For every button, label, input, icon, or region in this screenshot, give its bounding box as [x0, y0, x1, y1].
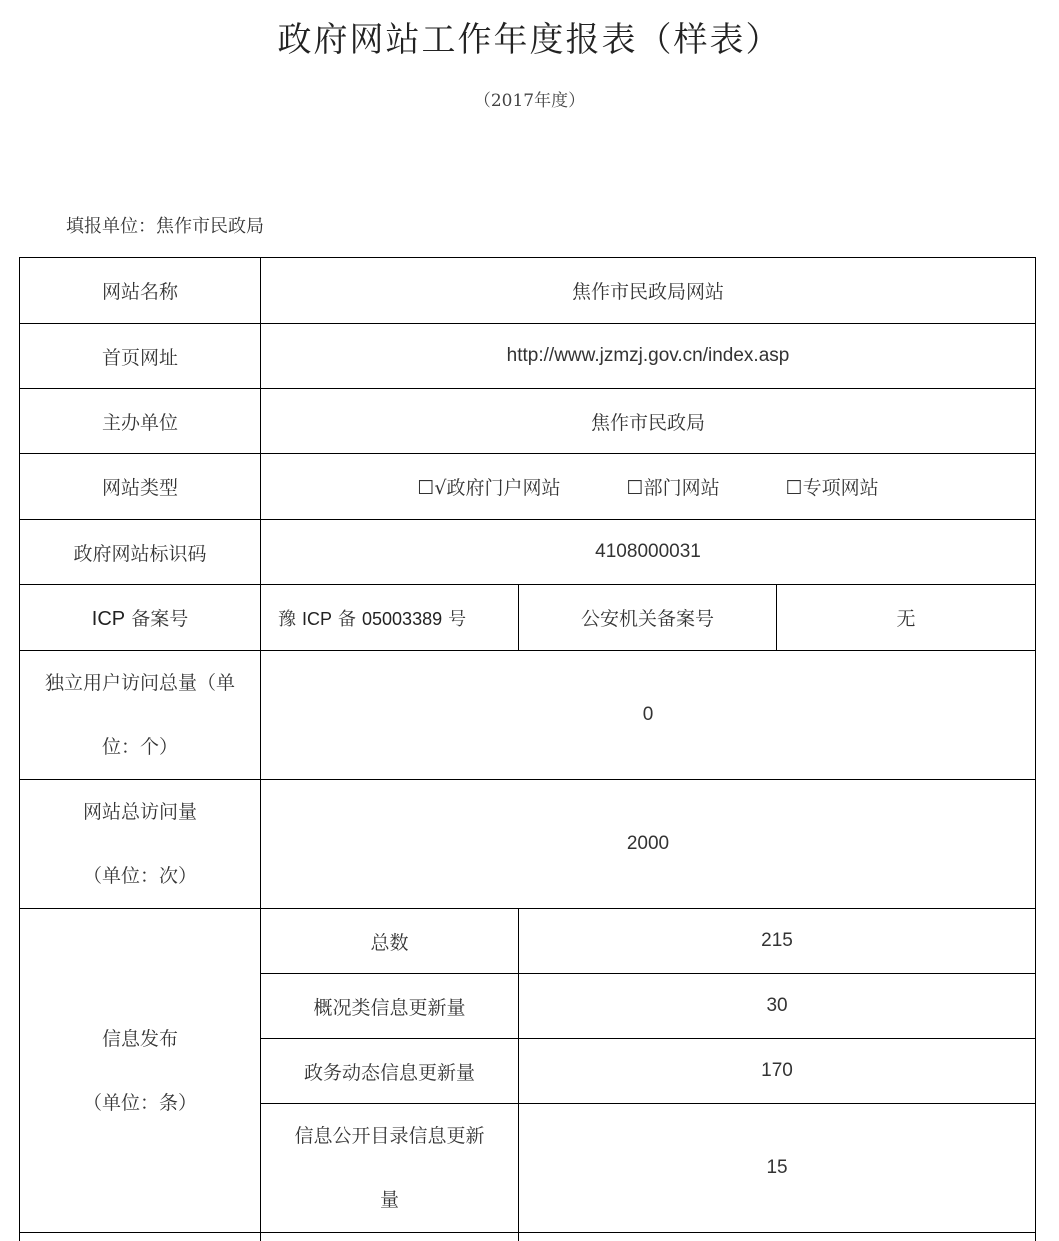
label-line: 信息发布 — [101, 1027, 178, 1050]
next-row-cell — [519, 1233, 1036, 1241]
site-code-value: 4108000031 — [261, 520, 1036, 585]
row-homepage — [20, 324, 1036, 389]
site-type-option-portal[interactable] — [417, 473, 560, 500]
police-record-label: 公安机关备案号 — [519, 585, 777, 651]
row-site-type — [20, 454, 1036, 520]
site-type-option-special[interactable] — [786, 473, 879, 500]
site-code-label: 政府网站标识码 — [20, 520, 261, 585]
icp-value — [261, 585, 519, 651]
report-table — [19, 257, 1036, 1241]
sponsor-value: 焦作市民政局 — [261, 389, 1036, 454]
page-title: 政府网站工作年度报表（样表） — [277, 20, 782, 60]
info-total-value: 215 — [519, 909, 1036, 974]
unique-visitors-label — [20, 651, 261, 780]
info-catalog-value: 15 — [519, 1104, 1036, 1233]
next-row-cell — [20, 1233, 261, 1241]
site-name-label: 网站名称 — [20, 258, 261, 324]
row-icp — [20, 585, 1036, 651]
checkbox-icon: ☐ — [785, 477, 803, 499]
homepage-url: http://www.jzmzj.gov.cn/index.asp — [261, 324, 1036, 389]
report-year: （2017年度） — [473, 91, 586, 111]
row-next-partial — [20, 1233, 1036, 1241]
icp-label-suffix: 备案号 — [131, 608, 189, 630]
row-sponsor — [20, 389, 1036, 454]
checkbox-icon: ☐ — [626, 477, 644, 499]
icp-label-prefix: ICP — [91, 608, 126, 630]
site-name-value: 焦作市民政局网站 — [261, 258, 1036, 324]
reporting-unit: 填报单位：焦作市民政局 — [66, 216, 264, 237]
sponsor-label: 主办单位 — [20, 389, 261, 454]
icp-part: 备 — [338, 608, 357, 630]
icp-label — [20, 585, 261, 651]
row-site-name — [20, 258, 1036, 324]
info-news-value: 170 — [519, 1039, 1036, 1104]
option-label: 专项网站 — [802, 477, 879, 499]
label-line: 位：个） — [101, 736, 178, 758]
icp-part: 号 — [448, 608, 467, 630]
label-line: 量 — [379, 1189, 399, 1211]
next-row-cell — [261, 1233, 519, 1241]
total-visits-label — [20, 780, 261, 909]
unique-visitors-value: 0 — [261, 651, 1036, 780]
info-news-label: 政务动态信息更新量 — [261, 1039, 519, 1104]
info-overview-value: 30 — [519, 974, 1036, 1039]
info-total-label: 总数 — [261, 909, 519, 974]
label-line: （单位：条） — [82, 1091, 197, 1114]
checkbox-icon: ☐ — [417, 477, 435, 499]
label-line: 网站总访问量 — [82, 801, 197, 823]
icp-part: 豫 — [278, 608, 296, 630]
site-type-options — [261, 454, 1036, 520]
option-label: √政府门户网站 — [434, 477, 561, 499]
icp-part: ICP — [302, 608, 333, 629]
police-record-value: 无 — [777, 585, 1036, 651]
homepage-label: 首页网址 — [20, 324, 261, 389]
icp-part: 05003389 — [362, 608, 443, 629]
site-type-label: 网站类型 — [20, 454, 261, 520]
option-label: 部门网站 — [643, 477, 720, 499]
total-visits-value: 2000 — [261, 780, 1036, 909]
row-total-visits — [20, 780, 1036, 909]
info-publish-label — [20, 909, 261, 1233]
label-line: 独立用户访问总量（单 — [44, 672, 235, 694]
site-type-option-department[interactable] — [627, 473, 720, 500]
info-catalog-label — [261, 1104, 519, 1233]
label-line: （单位：次） — [82, 865, 197, 887]
label-line: 信息公开目录信息更新 — [294, 1125, 485, 1147]
row-info-total — [20, 909, 1036, 974]
row-unique-visitors — [20, 651, 1036, 780]
info-overview-label: 概况类信息更新量 — [261, 974, 519, 1039]
row-site-code — [20, 520, 1036, 585]
